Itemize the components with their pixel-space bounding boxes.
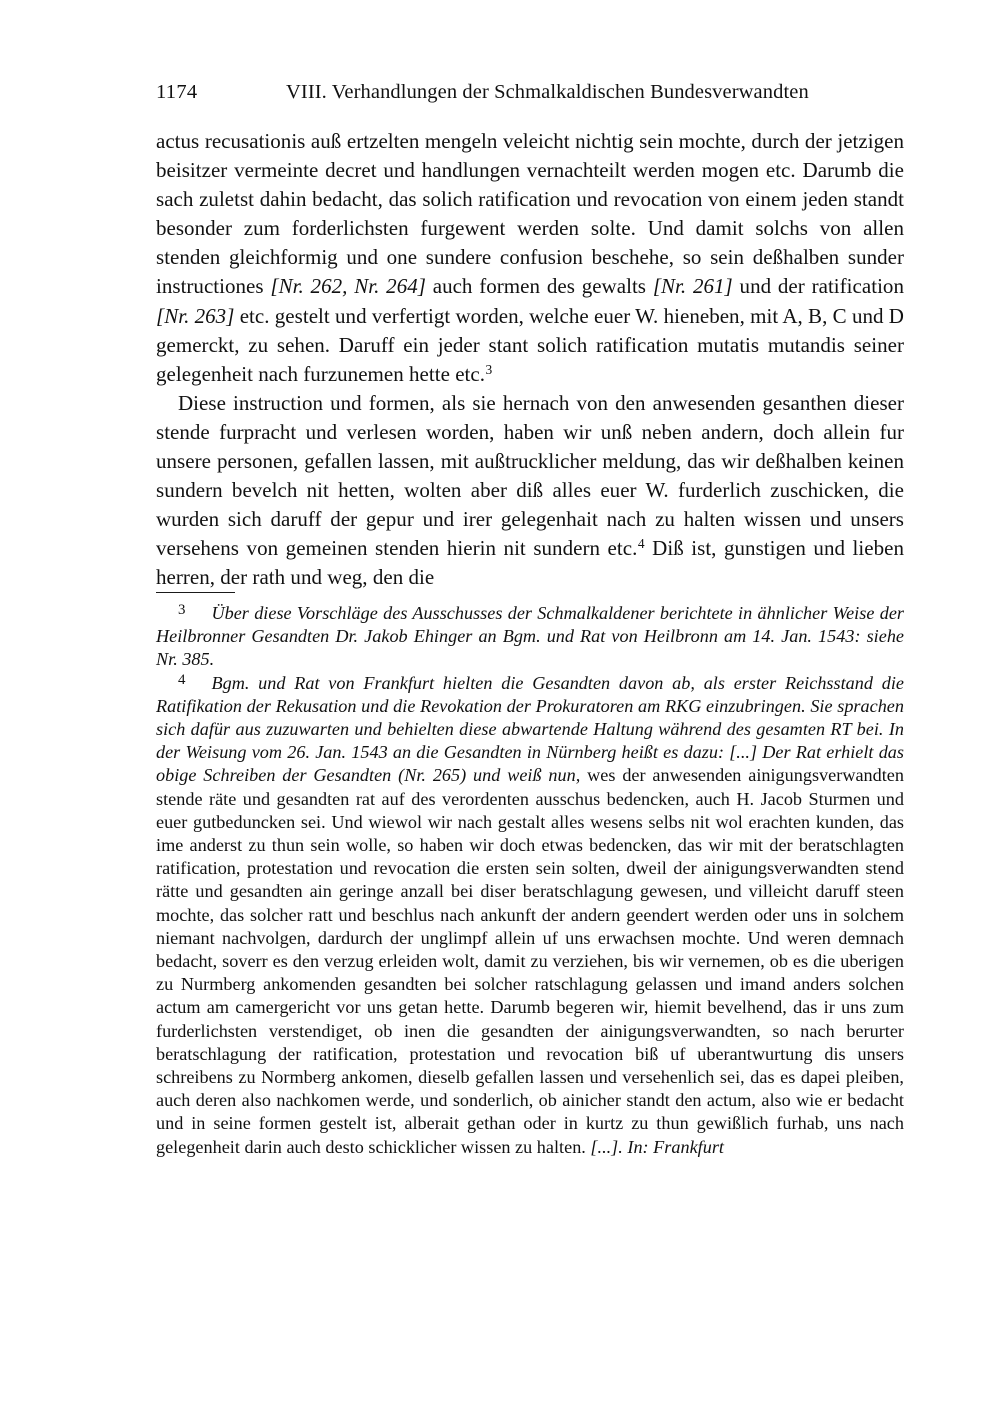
italic-run: [Nr. 262, Nr. 264] [270,274,426,299]
text-run: actus recusationis auß ertzelten mengeln veleicht nichtig sein mochte, durch der jetzigen beisitzer vermeinte decret und handlungen vernachteilt werden mogen etc. Darumb die sach zuletst dahin bedacht, das solich ratification und revocation von einem jeden standt besonder zum forderlichsten furgewent werden solte. Und damit solchs von allen stenden gleichformig und one sundere confusion beschehe, so sein deßhalben sunder instructiones [156,129,904,299]
footnote-reference-marker: 4 [637,536,645,552]
text-run: wes der anwesenden ainigungsverwandten stende räte und gesandten rat auf des verordenten ausschus bedencken, auch H. Jacob Sturmen und euer gutbeduncken sei. Und wiewol wir nach gestalt alles wesens selbs nit wol erachten kunden, das ime anderst zu thun sein wolle, so haben wir doch etwas bedencken, das wir mit der beratschlagten ratification, protestation und revocation die ersten sein solten, dweil der ainigungsverwandten stend rätte und gesandten ain geringe anzall bei diser beratschlagung gewesen, und villeicht daruff steen mochte, das solcher ratt und beschlus nach ankunft der andern geendert werden oder uns in solchem niemant nachvolgen, dardurch der unglimpf allein uf uns erwachsen mochte. Und weren demnach bedacht, soverr es den verzug erleiden wolt, damit zu verziehen, bis wir vernemen, ob es die uberigen zu Nurmberg ankomenden gesandten bei solcher ratschlagung gelassen und imand anders solchen actum am camergericht vor uns getan hette. Darumb begeren wir, hiemit bevelhend, das ir uns zum furderlichsten verstendiget, ob inen die gesandten der ainigungsverwandten, so nach berurter beratschlagung der ratification, protestation und revocation biß uf uberantwurtung dis unsers schreibens zu Normberg ankomen, dieselb gefallen lassen und versehenlich sei, das es dapei pleiben, auch deren also nachkomen werde, und sonderlich, ob ainicher standt den actum, also wie er bedacht und in seine formen gestelt ist, alberait gethan oder in kurtz zu thun gewißlich furhab, uns nach gelegenheit darin auch desto schicklicher wissen zu halten. [156,765,904,1157]
footnote-marker: 4 [178,671,186,688]
footnote [156,602,904,672]
body-paragraph [156,127,904,389]
text-run: und der ratification [732,274,904,299]
text-run: Diese instruction und formen, als sie hernach von den anwesenden gesanthen dieser stende furpracht und verlesen worden, haben wir unß neben andern, doch allein fur unsere personen, gefallen lassen, mit außtrucklicher meldung, das wir deßhalben keinen sundern bevelch nit hetten, wolten aber diß alles euer W. furderlich zuschicken, die wurden sich daruff der gepur und irer gelegenhait nach zu halten wissen und unsers versehens von gemeinen stenden hierin nit sundern etc. [156,390,904,561]
footnote-reference-marker: 3 [485,361,493,377]
running-header [156,78,903,106]
footnote [156,672,904,1159]
footnote-marker: 3 [178,601,186,618]
running-title: VIII. Verhandlungen der Schmalkaldischen Bundesverwandten [286,81,809,103]
body-paragraph [156,389,904,593]
body-text-block [156,127,904,593]
italic-run: Über diese Vorschläge des Ausschusses der Schmalkaldener berichtete in ähnlicher Weise der Heilbronner Gesandten Dr. Jakob Ehinger an Bgm. und Rat von Heilbronn am 14. Jan. 1543: siehe Nr. 385. [156,603,904,670]
text-run: etc. gestelt und verfertigt worden, welche euer W. hieneben, mit A, B, C und D gemerckt, zu sehen. Daruff ein jeder stant solich ratification mutatis mutandis seiner gelegenheit nach furzunemen hette etc. [156,303,904,386]
italic-run: [Nr. 261] [652,274,733,299]
footnote-apparatus [156,592,904,1159]
italic-run: [Nr. 263] [156,303,235,328]
italic-run: Bgm. und Rat von Frankfurt hielten die Gesandten davon ab, als erster Reichsstand die Ratifikation der Rekusation und die Revokation der Prokuratoren am RKG einzubringen. Sie sprachen sich dafür aus zuzuwarten und behielten diese abwartende Haltung während des gesamten RT bei. In der Weisung vom 26. Jan. 1543 an die Gesandten in Nürnberg heißt es dazu: [...] Der Rat erhielt das obige Schreiben der Gesandten (Nr. 265) und weiß nun, [156,672,904,786]
italic-run: [...]. In: Frankfurt [590,1136,724,1157]
text-run: Diß ist, gunstigen und lieben herren, der rath und weg, den die [156,536,904,590]
footnote-separator-rule [156,592,235,593]
page-number: 1174 [156,81,198,103]
text-run: auch formen des gewalts [425,274,653,299]
